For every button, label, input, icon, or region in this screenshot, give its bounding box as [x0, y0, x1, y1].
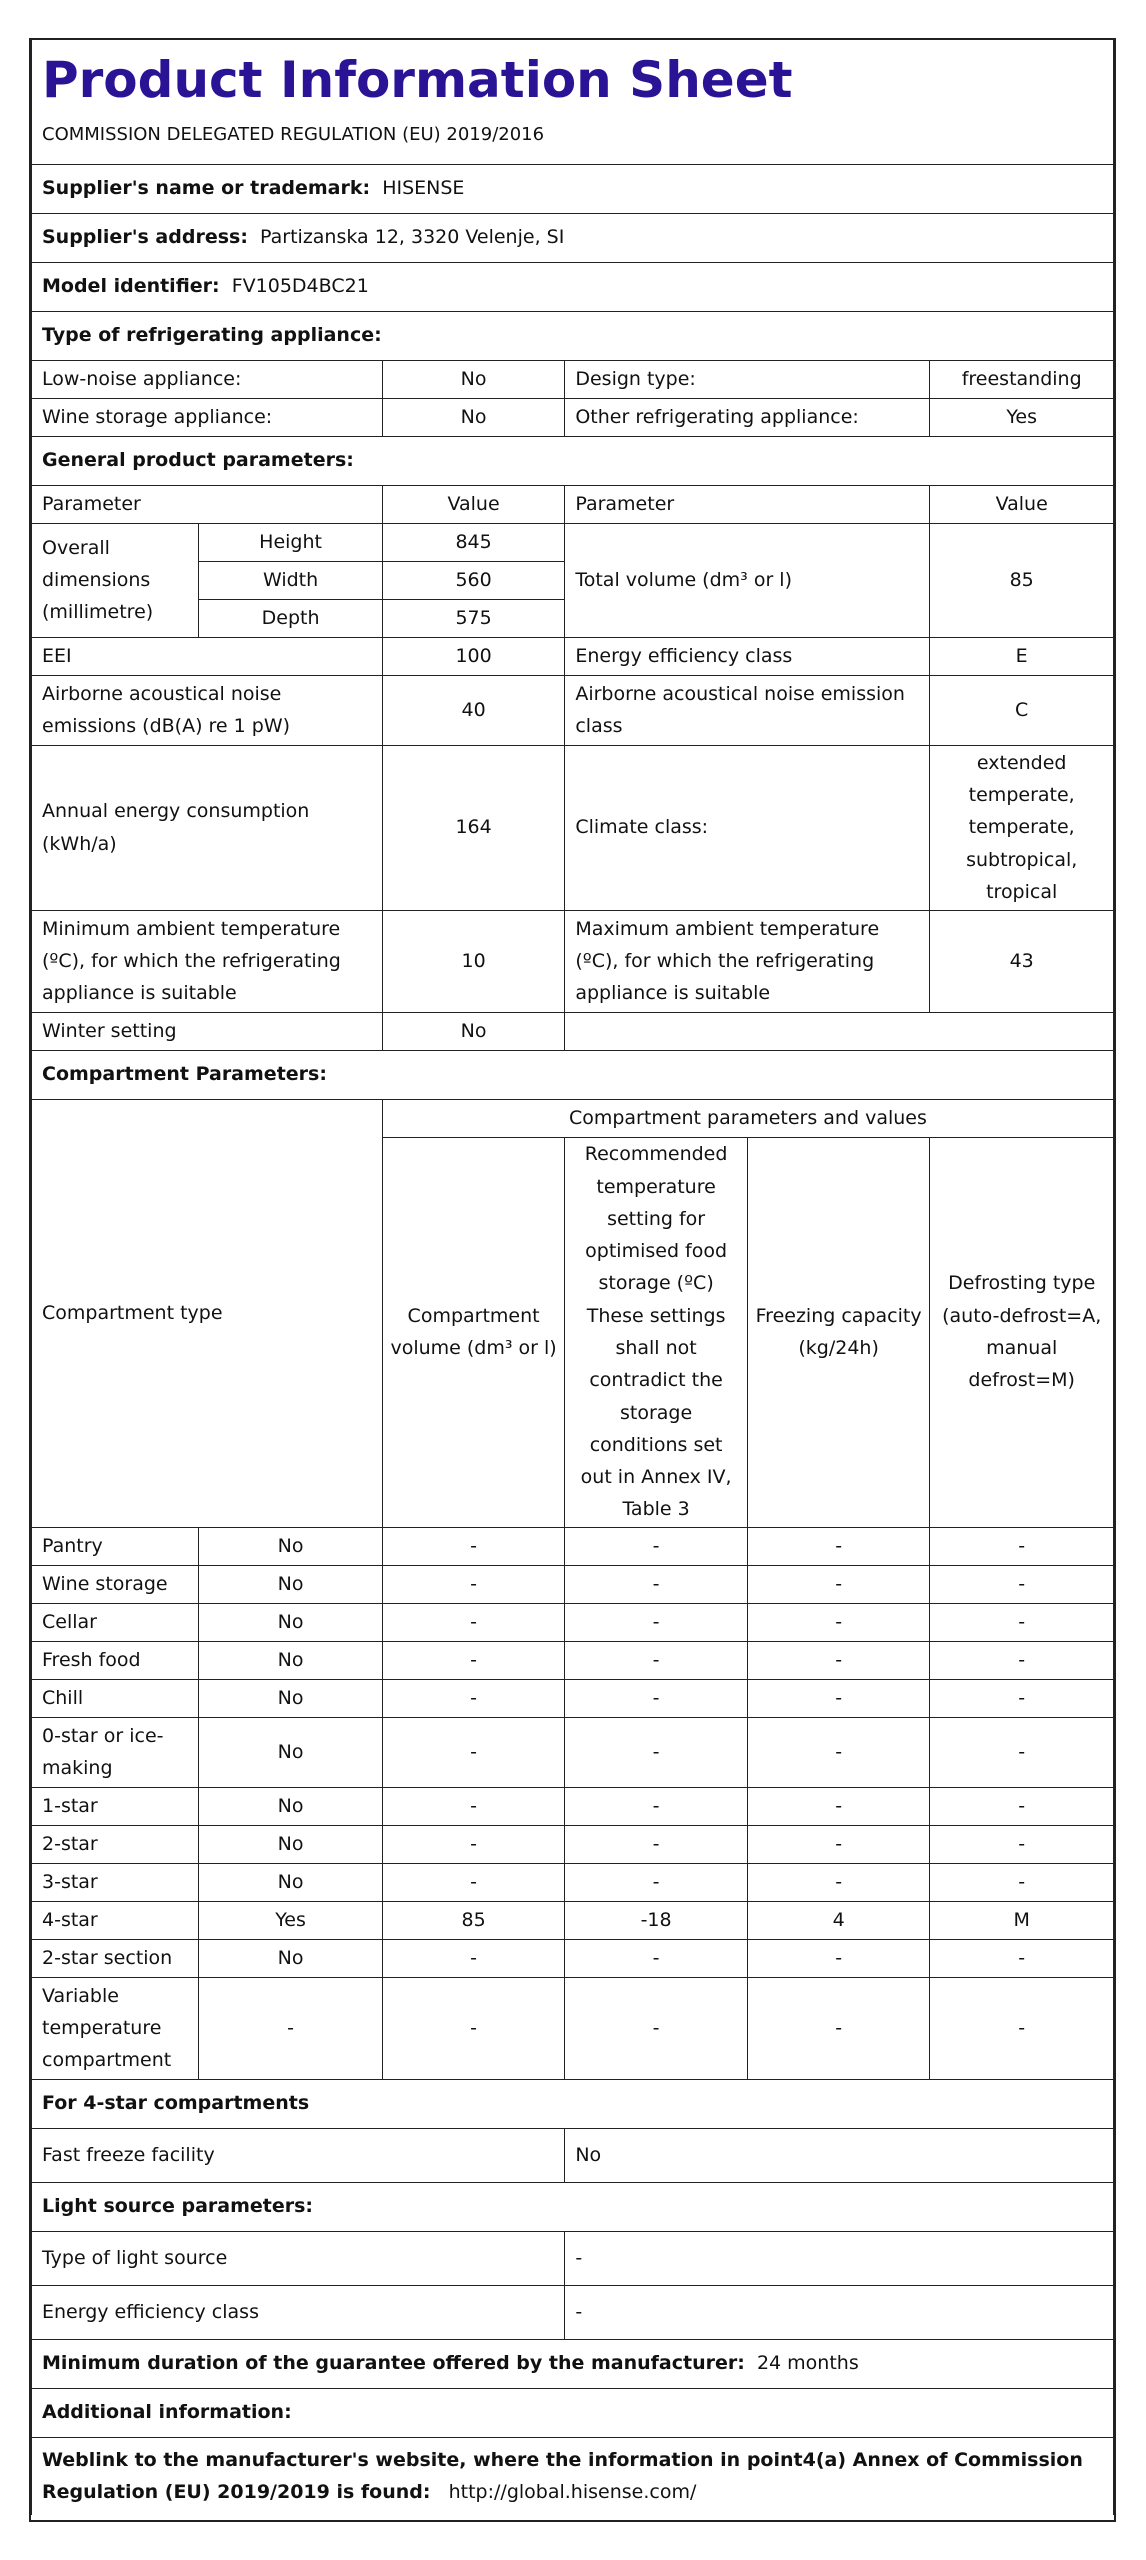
compartment-name: 0-star or ice-making: [32, 1717, 199, 1787]
compartment-row: [32, 1825, 1114, 1863]
compartment-volume: -: [382, 1787, 565, 1825]
compartment-freezing: -: [747, 1603, 930, 1641]
fast-freeze-label: Fast freeze facility: [32, 2128, 565, 2182]
compartment-volume: -: [382, 1717, 565, 1787]
weblink-label: Weblink to the manufacturer's website, where the information in point4(a) Annex of Commission Regulation (EU) 2019/2019 is found:: [42, 2448, 1083, 2504]
compartment-volume: -: [382, 1641, 565, 1679]
climate-class-label: Climate class:: [565, 745, 930, 910]
compartment-present: Yes: [199, 1901, 383, 1939]
compartment-defrost: -: [930, 1717, 1114, 1787]
compartment-name: Pantry: [32, 1527, 199, 1565]
type-heading: Type of refrigerating appliance:: [32, 311, 1114, 360]
compartment-name: Chill: [32, 1679, 199, 1717]
compartment-temperature: -: [565, 1603, 748, 1641]
compartment-temperature: -: [565, 1977, 748, 2079]
noise-label: Airborne acoustical noise emissions (dB(A) re 1 pW): [32, 675, 383, 745]
low-noise-value: No: [382, 360, 565, 398]
compartment-defrost: -: [930, 1565, 1114, 1603]
noise-class-value: C: [930, 675, 1114, 745]
compartment-temperature: -: [565, 1939, 748, 1977]
height-label: Height: [199, 523, 383, 561]
compartment-freezing: -: [747, 1863, 930, 1901]
energy-class-value: E: [930, 637, 1114, 675]
noise-value: 40: [382, 675, 565, 745]
compartment-present: No: [199, 1603, 383, 1641]
compartment-freezing: -: [747, 1679, 930, 1717]
compartment-row: [32, 1863, 1114, 1901]
light-energy-class-label: Energy efficiency class: [32, 2285, 565, 2339]
design-type-label: Design type:: [565, 360, 930, 398]
height-value: 845: [382, 523, 565, 561]
compartment-present: No: [199, 1939, 383, 1977]
compartment-row: [32, 1939, 1114, 1977]
compartment-defrost: -: [930, 1603, 1114, 1641]
compartment-defrost: -: [930, 1939, 1114, 1977]
defrost-header: Defrosting type (auto-defrost=A, manual defrost=M): [930, 1137, 1114, 1527]
compartment-name: Fresh food: [32, 1641, 199, 1679]
width-label: Width: [199, 561, 383, 599]
compartment-freezing: -: [747, 1717, 930, 1787]
max-temp-label: Maximum ambient temperature (ºC), for which the refrigerating appliance is suitable: [565, 910, 930, 1012]
page-title: Product Information Sheet: [42, 51, 793, 109]
compartment-freezing: 4: [747, 1901, 930, 1939]
compartment-temperature: -: [565, 1825, 748, 1863]
supplier-address-label: Supplier's address:: [42, 226, 248, 249]
compartment-temperature: -: [565, 1565, 748, 1603]
compartment-freezing: -: [747, 1565, 930, 1603]
compartment-defrost: -: [930, 1787, 1114, 1825]
compartment-present: No: [199, 1825, 383, 1863]
depth-value: 575: [382, 599, 565, 637]
compartment-rows: [32, 1527, 1114, 2079]
compartment-freezing: -: [747, 1825, 930, 1863]
compartment-row: [32, 1641, 1114, 1679]
compartment-present: No: [199, 1641, 383, 1679]
compartment-heading: Compartment Parameters:: [32, 1050, 1114, 1099]
compartment-row: [32, 1527, 1114, 1565]
compartment-name: 4-star: [32, 1901, 199, 1939]
additional-heading: Additional information:: [32, 2388, 1114, 2437]
sheet-table: [31, 40, 1114, 2515]
compartment-temperature: -: [565, 1717, 748, 1787]
compartment-present: No: [199, 1679, 383, 1717]
col-value-1: Value: [382, 485, 565, 523]
supplier-address-row: [32, 213, 1114, 262]
compartment-name: 2-star: [32, 1825, 199, 1863]
compartment-temperature: -: [565, 1863, 748, 1901]
compartment-row: [32, 1679, 1114, 1717]
compartment-present: No: [199, 1565, 383, 1603]
compartment-row: [32, 1787, 1114, 1825]
compartment-freezing: -: [747, 1787, 930, 1825]
light-heading: Light source parameters:: [32, 2182, 1114, 2231]
compartment-temperature: -: [565, 1787, 748, 1825]
compartment-row: [32, 1901, 1114, 1939]
compartment-name: Variable temperature compartment: [32, 1977, 199, 2079]
compartment-freezing: -: [747, 1939, 930, 1977]
compartment-present: -: [199, 1977, 383, 2079]
compartment-present: No: [199, 1787, 383, 1825]
low-noise-label: Low-noise appliance:: [32, 360, 383, 398]
winter-setting-label: Winter setting: [32, 1012, 383, 1050]
eei-value: 100: [382, 637, 565, 675]
compartment-defrost: -: [930, 1977, 1114, 2079]
compartment-volume: -: [382, 1939, 565, 1977]
wine-storage-value: No: [382, 398, 565, 436]
title-block: [32, 40, 1114, 164]
compartment-volume: -: [382, 1679, 565, 1717]
compartment-temperature: -: [565, 1527, 748, 1565]
supplier-name-label: Supplier's name or trademark:: [42, 177, 371, 200]
weblink-row: [32, 2437, 1114, 2515]
wine-storage-label: Wine storage appliance:: [32, 398, 383, 436]
light-energy-class-value: -: [565, 2285, 1114, 2339]
compartment-type-header: Compartment type: [32, 1099, 383, 1527]
compartment-row: [32, 1977, 1114, 2079]
supplier-address-value: Partizanska 12, 3320 Velenje, SI: [260, 226, 565, 249]
compartment-defrost: -: [930, 1641, 1114, 1679]
compartment-volume: -: [382, 1565, 565, 1603]
compartment-temperature: -: [565, 1679, 748, 1717]
product-information-sheet: [29, 38, 1116, 2522]
compartment-freezing: -: [747, 1977, 930, 2079]
compartment-defrost: -: [930, 1863, 1114, 1901]
volume-header: Compartment volume (dm³ or l): [382, 1137, 565, 1527]
compartment-name: 3-star: [32, 1863, 199, 1901]
model-row: [32, 262, 1114, 311]
design-type-value: freestanding: [930, 360, 1114, 398]
compartment-name: 2-star section: [32, 1939, 199, 1977]
guarantee-row: [32, 2339, 1114, 2388]
eei-label: EEI: [32, 637, 383, 675]
total-volume-label: Total volume (dm³ or l): [565, 523, 930, 637]
noise-class-label: Airborne acoustical noise emission class: [565, 675, 930, 745]
compartment-defrost: -: [930, 1679, 1114, 1717]
compartment-name: 1-star: [32, 1787, 199, 1825]
model-label: Model identifier:: [42, 275, 220, 298]
regulation-text: COMMISSION DELEGATED REGULATION (EU) 2019/2016: [42, 124, 545, 145]
compartment-present: No: [199, 1717, 383, 1787]
freezing-header: Freezing capacity (kg/24h): [747, 1137, 930, 1527]
climate-class-value: extended temperate, temperate, subtropical, tropical: [930, 745, 1114, 910]
supplier-name-value: HISENSE: [382, 177, 465, 200]
winter-setting-value: No: [382, 1012, 565, 1050]
compartment-temperature: -18: [565, 1901, 748, 1939]
compartment-present: No: [199, 1863, 383, 1901]
compartment-volume: -: [382, 1863, 565, 1901]
compartment-freezing: -: [747, 1527, 930, 1565]
compartment-group-header: Compartment parameters and values: [382, 1099, 1113, 1137]
energy-class-label: Energy efficiency class: [565, 637, 930, 675]
compartment-volume: -: [382, 1825, 565, 1863]
fast-freeze-value: No: [565, 2128, 1114, 2182]
compartment-defrost: -: [930, 1825, 1114, 1863]
min-temp-label: Minimum ambient temperature (ºC), for which the refrigerating appliance is suitable: [32, 910, 383, 1012]
dimensions-label: Overall dimensions (millimetre): [32, 523, 199, 637]
light-type-label: Type of light source: [32, 2231, 565, 2285]
max-temp-value: 43: [930, 910, 1114, 1012]
compartment-present: No: [199, 1527, 383, 1565]
annual-energy-label: Annual energy consumption (kWh/a): [32, 745, 383, 910]
guarantee-value: 24 months: [756, 2352, 859, 2375]
compartment-temperature: -: [565, 1641, 748, 1679]
supplier-name-row: [32, 164, 1114, 213]
compartment-volume: -: [382, 1527, 565, 1565]
total-volume-value: 85: [930, 523, 1114, 637]
depth-label: Depth: [199, 599, 383, 637]
annual-energy-value: 164: [382, 745, 565, 910]
guarantee-label: Minimum duration of the guarantee offered by the manufacturer:: [42, 2352, 745, 2375]
compartment-freezing: -: [747, 1641, 930, 1679]
general-heading: General product parameters:: [32, 436, 1114, 485]
compartment-volume: -: [382, 1603, 565, 1641]
compartment-volume: -: [382, 1977, 565, 2079]
compartment-name: Wine storage: [32, 1565, 199, 1603]
min-temp-value: 10: [382, 910, 565, 1012]
light-type-value: -: [565, 2231, 1114, 2285]
width-value: 560: [382, 561, 565, 599]
temperature-header: Recommended temperature setting for optimised food storage (ºC) These settings shall not contradict the storage conditions set out in Annex IV, Table 3: [565, 1137, 748, 1527]
compartment-row: [32, 1603, 1114, 1641]
compartment-row: [32, 1717, 1114, 1787]
weblink-value[interactable]: http://global.hisense.com/: [448, 2481, 697, 2504]
compartment-defrost: -: [930, 1527, 1114, 1565]
four-star-heading: For 4-star compartments: [32, 2079, 1114, 2128]
col-parameter-1: Parameter: [32, 485, 383, 523]
compartment-defrost: M: [930, 1901, 1114, 1939]
other-appliance-value: Yes: [930, 398, 1114, 436]
col-value-2: Value: [930, 485, 1114, 523]
col-parameter-2: Parameter: [565, 485, 930, 523]
model-value: FV105D4BC21: [231, 275, 369, 298]
compartment-name: Cellar: [32, 1603, 199, 1641]
empty-cell: [565, 1012, 1114, 1050]
compartment-row: [32, 1565, 1114, 1603]
compartment-volume: 85: [382, 1901, 565, 1939]
other-appliance-label: Other refrigerating appliance:: [565, 398, 930, 436]
